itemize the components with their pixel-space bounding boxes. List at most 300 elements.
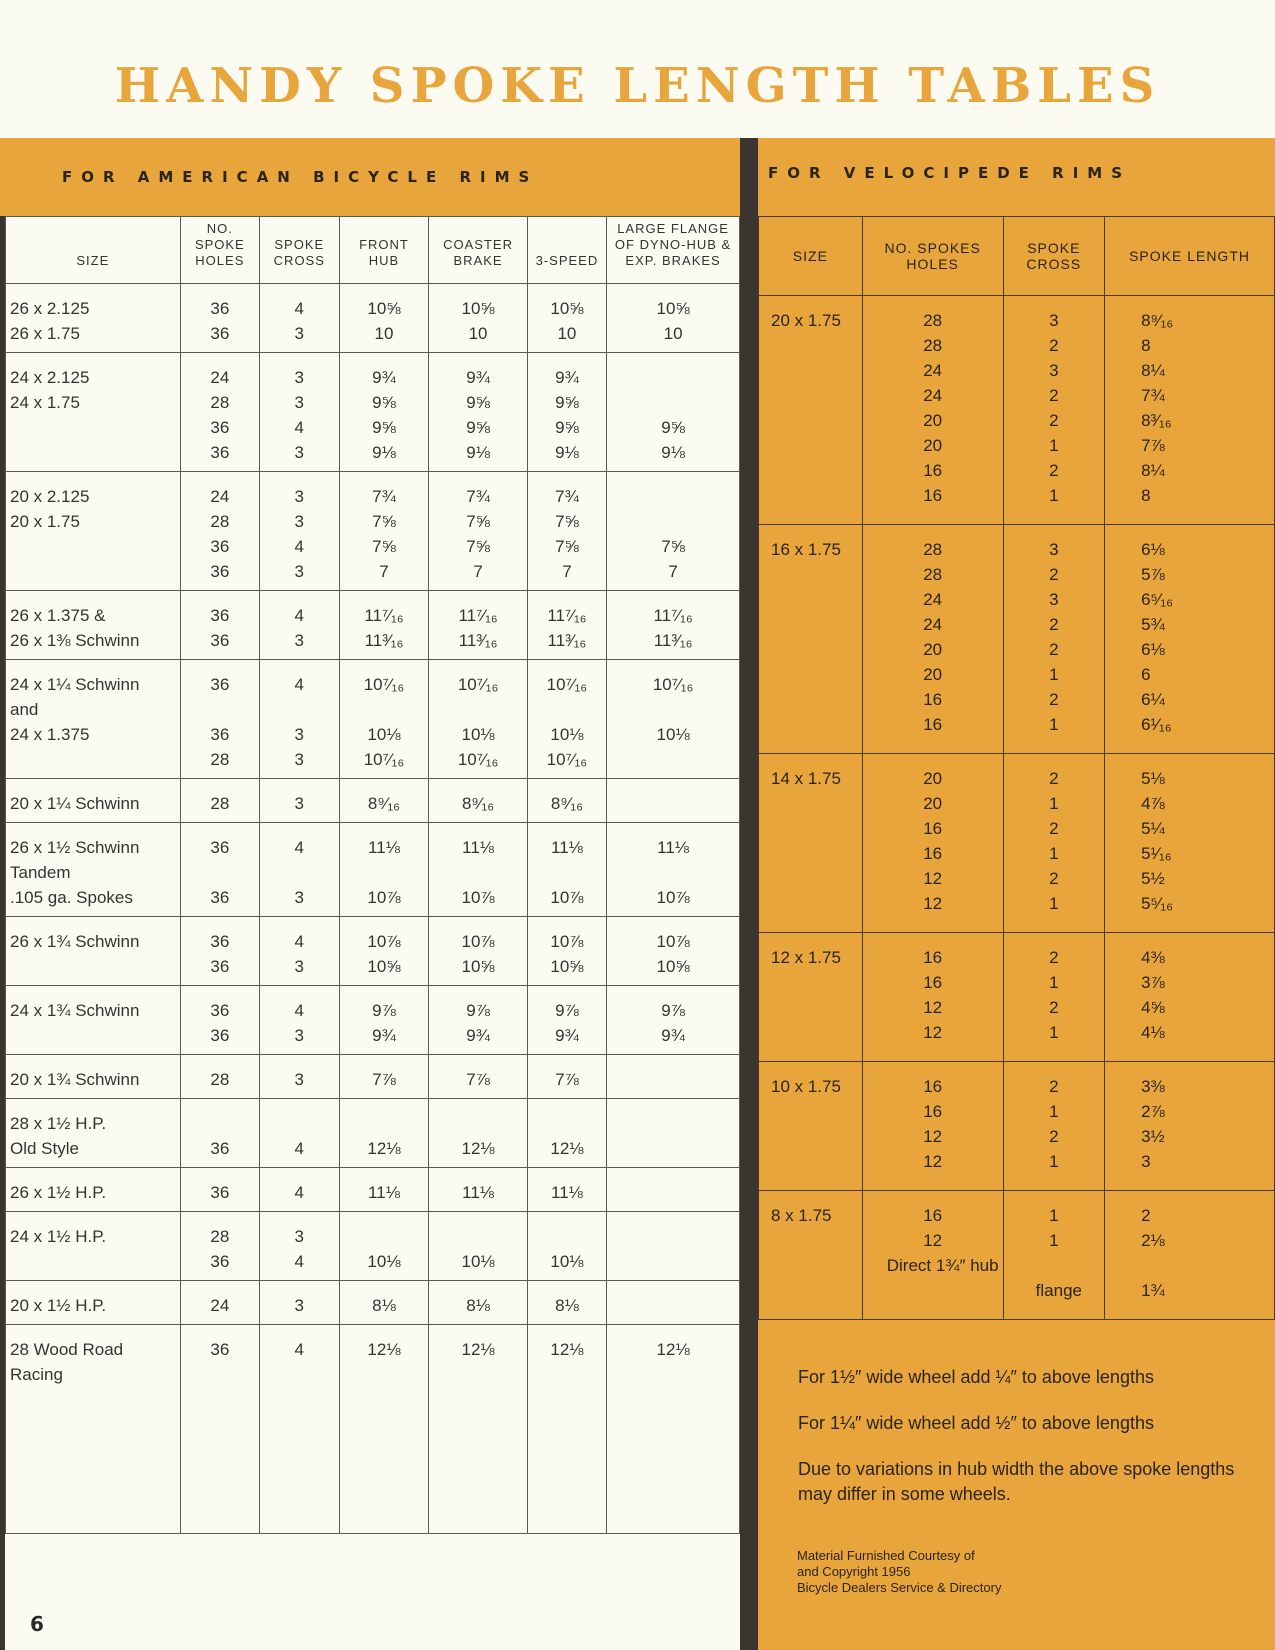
cell-line: 4 bbox=[294, 537, 305, 556]
size-cell bbox=[759, 1191, 863, 1320]
cell-line: 16 x 1.75 bbox=[771, 540, 841, 559]
3-speed-cell bbox=[527, 1099, 606, 1168]
cell-line: 10⅛ bbox=[367, 1252, 401, 1271]
cell-line: 10⁷⁄₁₆ bbox=[363, 750, 405, 769]
cell-line: 4 bbox=[294, 1183, 305, 1202]
cell-line: 36 bbox=[210, 1001, 230, 1020]
cell-line: 8³⁄₁₆ bbox=[1141, 411, 1172, 430]
cell-line: 11³⁄₁₆ bbox=[653, 631, 693, 650]
cell-line: 24 bbox=[923, 590, 943, 609]
cell-line: 7⅝ bbox=[466, 537, 490, 556]
cell-line: 11³⁄₁₆ bbox=[364, 631, 404, 650]
cell-line: 10⅞ bbox=[656, 888, 690, 907]
cell-line bbox=[264, 1111, 334, 1136]
spoke-holes-cell bbox=[180, 353, 259, 472]
cell-line: 28 bbox=[923, 565, 943, 584]
coaster-brake-cell bbox=[429, 284, 527, 353]
cell-line: 10⁷⁄₁₆ bbox=[546, 750, 588, 769]
col-header-spoke-holes: NO. SPOKE HOLES bbox=[180, 217, 259, 284]
cell-line bbox=[611, 1180, 735, 1205]
cell-line: 10⅞ bbox=[367, 932, 401, 951]
3-speed-cell bbox=[527, 1055, 606, 1099]
cell-line: 24 x 1.375 bbox=[10, 725, 90, 744]
cell-line: 3 bbox=[1049, 361, 1059, 380]
flange-note: flange bbox=[1035, 1281, 1082, 1300]
cell-line: Racing bbox=[10, 1365, 63, 1384]
cell-line bbox=[611, 860, 735, 885]
cell-line: 7⅝ bbox=[372, 512, 396, 531]
spoke-holes-cell bbox=[180, 1099, 259, 1168]
direct-hub-note: Direct 1¾″ hub bbox=[886, 1256, 999, 1275]
cell-line: .105 ga. Spokes bbox=[10, 888, 133, 907]
large-flange-cell bbox=[607, 1055, 740, 1099]
cell-line: 12⅛ bbox=[550, 1139, 584, 1158]
col-header-size: SIZE bbox=[759, 217, 863, 296]
cell-line: 8⁹⁄₁₆ bbox=[550, 794, 584, 813]
front-hub-cell bbox=[339, 986, 429, 1055]
cell-line bbox=[532, 697, 602, 722]
cell-line: 12 bbox=[923, 1127, 943, 1146]
american-rims-heading: FOR AMERICAN BICYCLE RIMS bbox=[0, 138, 740, 216]
cell-line: 28 bbox=[923, 540, 943, 559]
cell-line: 2 bbox=[1049, 615, 1059, 634]
cell-line: 1 bbox=[1049, 436, 1059, 455]
cell-line: 3 bbox=[294, 324, 305, 343]
coaster-brake-cell bbox=[429, 1055, 527, 1099]
cell-line: 36 bbox=[210, 443, 230, 462]
cell-line: 2 bbox=[1141, 1206, 1151, 1225]
cell-line bbox=[532, 860, 602, 885]
table-row bbox=[6, 917, 740, 986]
front-hub-cell bbox=[339, 1212, 429, 1281]
cell-line: 2 bbox=[1049, 948, 1059, 967]
cell-line: 11⅛ bbox=[368, 838, 400, 857]
cell-line: 8⁹⁄₁₆ bbox=[367, 794, 401, 813]
cell-line: 2 bbox=[1049, 411, 1059, 430]
size-cell bbox=[6, 353, 181, 472]
cell-line: 10⅝ bbox=[656, 957, 690, 976]
cell-line: 9¾ bbox=[555, 368, 579, 387]
cell-line: Tandem bbox=[10, 863, 71, 882]
cell-line: 16 bbox=[923, 844, 943, 863]
cell-line: 24 bbox=[923, 615, 943, 634]
cell-line: 10⅞ bbox=[367, 888, 401, 907]
cell-line: 6⁵⁄₁₆ bbox=[1141, 590, 1173, 609]
spoke-cross-cell bbox=[260, 779, 339, 823]
cell-line: 3 bbox=[1049, 590, 1059, 609]
spoke-holes-cell bbox=[862, 1191, 1003, 1320]
front-hub-cell bbox=[339, 1325, 429, 1534]
cell-line: 36 bbox=[210, 418, 230, 437]
cell-line: 7 bbox=[668, 562, 678, 581]
cell-line: 3⅞ bbox=[1141, 973, 1165, 992]
cell-line: 7¾ bbox=[555, 487, 579, 506]
cell-line: 9⅞ bbox=[661, 1001, 685, 1020]
table-row bbox=[6, 1099, 740, 1168]
cell-line: 7⅝ bbox=[555, 537, 579, 556]
cell-line: 12 bbox=[923, 894, 943, 913]
cell-line: 26 x 1.75 bbox=[10, 324, 80, 343]
cell-line: 3 bbox=[294, 631, 305, 650]
coaster-brake-cell bbox=[429, 353, 527, 472]
spoke-length-cell bbox=[1105, 525, 1275, 754]
cell-line: 11⅛ bbox=[368, 1183, 400, 1202]
cell-line: 6⅛ bbox=[1141, 540, 1165, 559]
spoke-length-cell bbox=[1105, 933, 1275, 1062]
table-row bbox=[6, 986, 740, 1055]
cell-line: 9⅞ bbox=[555, 1001, 579, 1020]
cell-line: 24 bbox=[923, 361, 943, 380]
spoke-cross-cell bbox=[260, 823, 339, 917]
cell-line bbox=[433, 860, 522, 885]
size-cell bbox=[6, 472, 181, 591]
table-row bbox=[6, 779, 740, 823]
col-header-large-flange: LARGE FLANGE OF DYNO-HUB & EXP. BRAKES bbox=[607, 217, 740, 284]
table-row bbox=[6, 1281, 740, 1325]
3-speed-cell bbox=[527, 986, 606, 1055]
cell-line: 7⅞ bbox=[1141, 436, 1165, 455]
cell-line: 20 bbox=[923, 640, 943, 659]
cell-line: 10⅞ bbox=[550, 932, 584, 951]
size-cell bbox=[6, 591, 181, 660]
large-flange-cell bbox=[607, 1168, 740, 1212]
3-speed-cell bbox=[527, 660, 606, 779]
cell-line: 10⅛ bbox=[550, 1252, 584, 1271]
large-flange-cell bbox=[607, 591, 740, 660]
cell-line: 4 bbox=[294, 418, 305, 437]
cell-line: 28 bbox=[210, 1070, 230, 1089]
cell-line: 26 x 1½ H.P. bbox=[10, 1183, 107, 1202]
copyright-credit bbox=[797, 1548, 1001, 1596]
cell-line: 3 bbox=[294, 393, 305, 412]
cell-line: 5¾ bbox=[1141, 615, 1165, 634]
table-row bbox=[6, 472, 740, 591]
table-row bbox=[6, 660, 740, 779]
cell-line: 10⅛ bbox=[550, 725, 584, 744]
col-header-spoke-length: SPOKE LENGTH bbox=[1105, 217, 1275, 296]
spoke-holes-cell bbox=[180, 284, 259, 353]
credit-line: Material Furnished Courtesy of bbox=[797, 1548, 975, 1563]
cell-line: 36 bbox=[210, 957, 230, 976]
cell-line: 36 bbox=[210, 1252, 230, 1271]
cell-line bbox=[185, 860, 255, 885]
cell-line: 7¾ bbox=[372, 487, 396, 506]
cell-line bbox=[611, 509, 735, 534]
cell-line: 16 bbox=[923, 486, 943, 505]
coaster-brake-cell bbox=[429, 660, 527, 779]
cell-line bbox=[344, 860, 425, 885]
table-row bbox=[6, 1212, 740, 1281]
cell-line: 9⅝ bbox=[466, 393, 490, 412]
cell-line: 20 x 1.75 bbox=[771, 311, 841, 330]
cell-line bbox=[611, 365, 735, 390]
cell-line: 2 bbox=[1049, 690, 1059, 709]
cell-line: 10⁷⁄₁₆ bbox=[457, 750, 499, 769]
cell-line: 4 bbox=[294, 1139, 305, 1158]
cell-line: 20 x 1¼ Schwinn bbox=[10, 794, 140, 813]
cell-line: 1 bbox=[1049, 715, 1059, 734]
cell-line: 8 x 1.75 bbox=[771, 1206, 832, 1225]
spoke-cross-cell bbox=[1003, 754, 1104, 933]
3-speed-cell bbox=[527, 823, 606, 917]
cell-line: 12⅛ bbox=[550, 1340, 584, 1359]
large-flange-cell bbox=[607, 660, 740, 779]
col-header-size: SIZE bbox=[6, 217, 181, 284]
table-row bbox=[759, 754, 1275, 933]
cell-line: 11⅛ bbox=[551, 1183, 583, 1202]
cell-line: 12 bbox=[923, 1152, 943, 1171]
front-hub-cell bbox=[339, 823, 429, 917]
large-flange-cell bbox=[607, 284, 740, 353]
cell-line: 16 bbox=[923, 819, 943, 838]
cell-line: 10⁷⁄₁₆ bbox=[363, 675, 405, 694]
cell-line: 36 bbox=[210, 299, 230, 318]
cell-line: 3 bbox=[294, 443, 305, 462]
table-header-row bbox=[759, 217, 1275, 296]
cell-line: 3 bbox=[294, 957, 305, 976]
size-cell bbox=[6, 1168, 181, 1212]
cell-line: 28 x 1½ H.P. bbox=[10, 1114, 107, 1133]
cell-line bbox=[611, 697, 735, 722]
cell-line: 7¾ bbox=[466, 487, 490, 506]
spoke-cross-cell bbox=[260, 986, 339, 1055]
cell-line: 7 bbox=[379, 562, 389, 581]
size-cell bbox=[6, 1325, 181, 1534]
cell-line: 36 bbox=[210, 537, 230, 556]
front-hub-cell bbox=[339, 779, 429, 823]
spoke-length-cell bbox=[1105, 1062, 1275, 1191]
cell-line: 8⁹⁄₁₆ bbox=[1141, 311, 1174, 330]
cell-line: 36 bbox=[210, 1183, 230, 1202]
cell-line bbox=[344, 697, 425, 722]
cell-line: 8¼ bbox=[1141, 461, 1165, 480]
size-cell bbox=[6, 1055, 181, 1099]
cell-line: 11³⁄₁₆ bbox=[547, 631, 587, 650]
cell-line: 5¹⁄₁₆ bbox=[1141, 844, 1172, 863]
cell-line: 11³⁄₁₆ bbox=[458, 631, 498, 650]
cell-line: 12⅛ bbox=[461, 1139, 495, 1158]
cell-line bbox=[611, 484, 735, 509]
spoke-holes-cell bbox=[180, 1325, 259, 1534]
cell-line: 36 bbox=[210, 606, 230, 625]
cell-line: 26 x 2.125 bbox=[10, 299, 90, 318]
cell-line: 36 bbox=[210, 1026, 230, 1045]
coaster-brake-cell bbox=[429, 591, 527, 660]
cell-line: 11⁷⁄₁₆ bbox=[547, 606, 587, 625]
cell-line: 20 x 2.125 bbox=[10, 487, 90, 506]
cell-line: 1¾ bbox=[1141, 1281, 1165, 1300]
cell-line: 9¾ bbox=[466, 1026, 490, 1045]
cell-line: 12 bbox=[923, 1023, 943, 1042]
col-header-coaster-brake: COASTER BRAKE bbox=[429, 217, 527, 284]
cell-line: 1 bbox=[1049, 665, 1059, 684]
spoke-holes-cell bbox=[180, 779, 259, 823]
3-speed-cell bbox=[527, 1281, 606, 1325]
size-cell bbox=[6, 823, 181, 917]
velocipede-notes bbox=[798, 1365, 1238, 1528]
cell-line: 9⅝ bbox=[372, 393, 396, 412]
cell-line: 5⁵⁄₁₆ bbox=[1141, 894, 1173, 913]
large-flange-cell bbox=[607, 472, 740, 591]
cell-line: 26 x 1¾ Schwinn bbox=[10, 932, 140, 951]
cell-line bbox=[433, 697, 522, 722]
cell-line: 9⅞ bbox=[466, 1001, 490, 1020]
spoke-cross-cell bbox=[260, 1055, 339, 1099]
cell-line: 10 bbox=[374, 324, 394, 343]
cell-line: 4⅛ bbox=[1141, 1023, 1165, 1042]
cell-line: 36 bbox=[210, 1340, 230, 1359]
cell-line: 36 bbox=[210, 725, 230, 744]
cell-line: 3 bbox=[294, 562, 305, 581]
spoke-cross-cell bbox=[260, 1212, 339, 1281]
cell-line bbox=[611, 390, 735, 415]
cell-line: Old Style bbox=[10, 1139, 79, 1158]
cell-line: 11⅛ bbox=[462, 838, 494, 857]
page-title: HANDY SPOKE LENGTH TABLES bbox=[114, 58, 1161, 114]
cell-line bbox=[611, 1067, 735, 1092]
cell-line: 4 bbox=[294, 838, 305, 857]
cell-line: 24 x 1¾ Schwinn bbox=[10, 1001, 140, 1020]
size-cell bbox=[6, 917, 181, 986]
spoke-holes-cell bbox=[862, 296, 1003, 525]
col-header-front-hub: FRONT HUB bbox=[339, 217, 429, 284]
cell-line: 10⅝ bbox=[656, 299, 690, 318]
3-speed-cell bbox=[527, 284, 606, 353]
cell-line: 3 bbox=[294, 1026, 305, 1045]
cell-line: 2 bbox=[1049, 769, 1059, 788]
cell-line: 2 bbox=[1049, 336, 1059, 355]
spoke-cross-cell bbox=[260, 353, 339, 472]
velocipede-rims-table bbox=[758, 216, 1275, 1320]
cell-line: 9¾ bbox=[466, 368, 490, 387]
size-cell bbox=[6, 986, 181, 1055]
large-flange-cell bbox=[607, 823, 740, 917]
coaster-brake-cell bbox=[429, 1325, 527, 1534]
spoke-cross-cell bbox=[260, 1099, 339, 1168]
spoke-holes-cell bbox=[862, 525, 1003, 754]
cell-line: 9¾ bbox=[372, 368, 396, 387]
cell-line: 2 bbox=[1049, 1077, 1059, 1096]
spoke-cross-cell bbox=[260, 1325, 339, 1534]
american-rims-table bbox=[5, 216, 740, 1534]
cell-line: 36 bbox=[210, 888, 230, 907]
cell-line: 2 bbox=[1049, 998, 1059, 1017]
cell-line bbox=[611, 1111, 735, 1136]
cell-line: 4⅜ bbox=[1141, 948, 1165, 967]
cell-line bbox=[532, 1111, 602, 1136]
size-cell bbox=[6, 660, 181, 779]
cell-line: 36 bbox=[210, 324, 230, 343]
cell-line: 9⅝ bbox=[372, 418, 396, 437]
cell-line: 6⅛ bbox=[1141, 640, 1165, 659]
cell-line: 6 bbox=[1141, 665, 1151, 684]
cell-line: 3 bbox=[294, 1070, 305, 1089]
table-row bbox=[759, 1062, 1275, 1191]
spoke-holes-cell bbox=[862, 754, 1003, 933]
cell-line: 8⅛ bbox=[555, 1296, 579, 1315]
cell-line: 5¼ bbox=[1141, 819, 1165, 838]
spoke-holes-cell bbox=[180, 591, 259, 660]
cell-line: 20 bbox=[923, 665, 943, 684]
cell-line: 28 bbox=[923, 336, 943, 355]
size-cell bbox=[6, 779, 181, 823]
cell-line: 12 bbox=[923, 869, 943, 888]
front-hub-cell bbox=[339, 1281, 429, 1325]
3-speed-cell bbox=[527, 472, 606, 591]
size-cell bbox=[759, 754, 863, 933]
cell-line: 9¾ bbox=[555, 1026, 579, 1045]
cell-line bbox=[185, 697, 255, 722]
cell-line: 9⅛ bbox=[372, 443, 396, 462]
cell-line: 4⅞ bbox=[1141, 794, 1165, 813]
spoke-cross-cell bbox=[1003, 296, 1104, 525]
spoke-cross-cell bbox=[260, 472, 339, 591]
size-cell bbox=[6, 1212, 181, 1281]
spoke-holes-cell bbox=[180, 660, 259, 779]
front-hub-cell bbox=[339, 660, 429, 779]
cell-line: 12⅛ bbox=[461, 1340, 495, 1359]
front-hub-cell bbox=[339, 284, 429, 353]
cell-line: 9⅞ bbox=[372, 1001, 396, 1020]
cell-line: 12 bbox=[923, 1231, 943, 1250]
large-flange-cell bbox=[607, 1099, 740, 1168]
cell-line: 20 x 1.75 bbox=[10, 512, 80, 531]
cell-line: 4 bbox=[294, 1340, 305, 1359]
coaster-brake-cell bbox=[429, 779, 527, 823]
large-flange-cell bbox=[607, 917, 740, 986]
cell-line: 16 bbox=[923, 1206, 943, 1225]
cell-line: 1 bbox=[1049, 894, 1059, 913]
cell-line: 10⅞ bbox=[461, 932, 495, 951]
cell-line: 28 bbox=[210, 750, 230, 769]
cell-line: 2⅞ bbox=[1141, 1102, 1165, 1121]
table-row bbox=[6, 591, 740, 660]
cell-line: 9⅛ bbox=[466, 443, 490, 462]
cell-line: 10⅝ bbox=[367, 957, 401, 976]
cell-line: 10⅞ bbox=[656, 932, 690, 951]
cell-line: 16 bbox=[923, 715, 943, 734]
coaster-brake-cell bbox=[429, 1168, 527, 1212]
cell-line: 16 bbox=[923, 1077, 943, 1096]
cell-line: 26 x 1⅜ Schwinn bbox=[10, 631, 140, 650]
cell-line: 3 bbox=[294, 725, 305, 744]
cell-line: 1 bbox=[1049, 1102, 1059, 1121]
cell-line: 3½ bbox=[1141, 1127, 1165, 1146]
front-hub-cell bbox=[339, 1055, 429, 1099]
cell-line: 2 bbox=[1049, 461, 1059, 480]
cell-line: 24 bbox=[210, 1296, 230, 1315]
3-speed-cell bbox=[527, 1212, 606, 1281]
spoke-cross-cell bbox=[1003, 933, 1104, 1062]
front-hub-cell bbox=[339, 1168, 429, 1212]
cell-line: 1 bbox=[1049, 794, 1059, 813]
cell-line: 28 Wood Road bbox=[10, 1340, 124, 1359]
front-hub-cell bbox=[339, 591, 429, 660]
cell-line: 4 bbox=[294, 606, 305, 625]
cell-line: 3 bbox=[1049, 311, 1059, 330]
large-flange-cell bbox=[607, 1212, 740, 1281]
table-row bbox=[759, 296, 1275, 525]
coaster-brake-cell bbox=[429, 1212, 527, 1281]
spoke-cross-cell bbox=[1003, 1062, 1104, 1191]
cell-line: 20 x 1½ H.P. bbox=[10, 1296, 107, 1315]
spoke-cross-cell bbox=[260, 284, 339, 353]
cell-line: 1 bbox=[1049, 973, 1059, 992]
cell-line: 8⅛ bbox=[466, 1296, 490, 1315]
cell-line: 3 bbox=[294, 512, 305, 531]
page-number: 6 bbox=[30, 1612, 44, 1636]
col-header-spokes-holes: NO. SPOKES HOLES bbox=[862, 217, 1003, 296]
